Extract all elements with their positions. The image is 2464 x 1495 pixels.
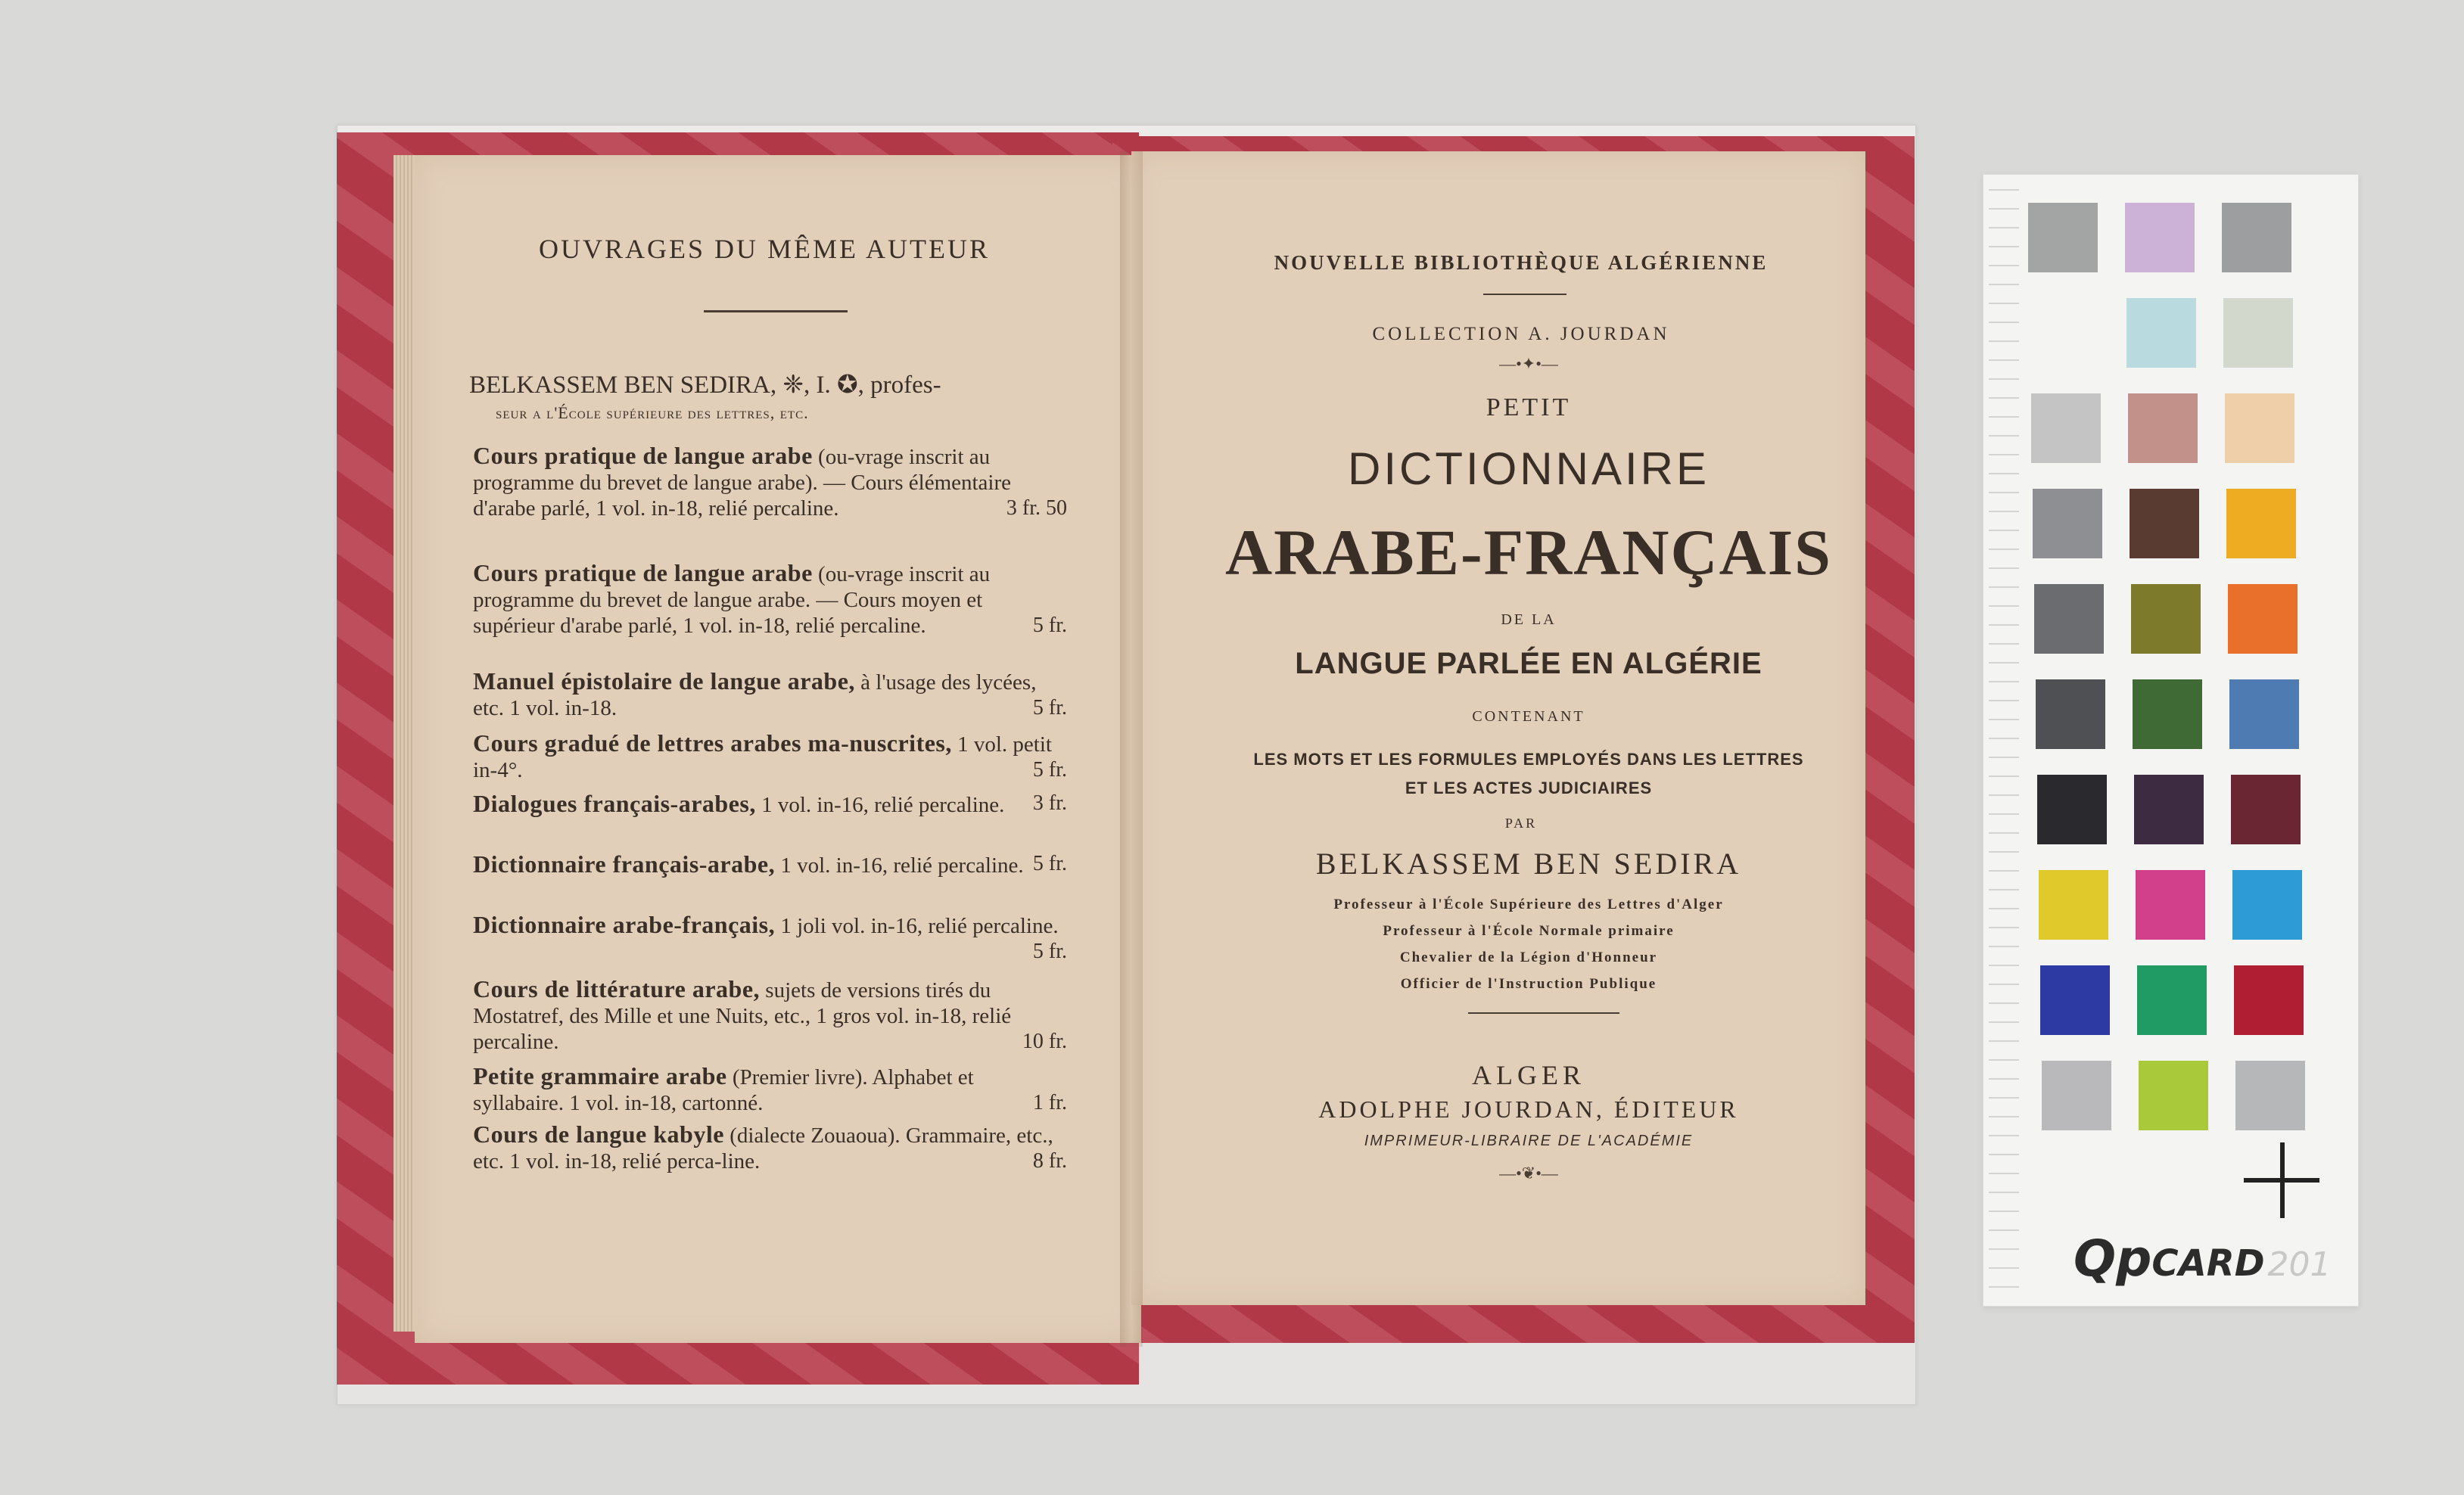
color-swatch	[2235, 1061, 2305, 1130]
work-title: Petite grammaire arabe	[473, 1062, 727, 1089]
work-description: 1 vol. in-16, relié percaline.	[775, 853, 1024, 878]
card-brand	[2074, 1229, 2332, 1288]
color-swatch	[2133, 679, 2202, 749]
color-swatch	[2137, 965, 2207, 1035]
work-entry	[473, 668, 1067, 721]
work-title: Cours de langue kabyle	[473, 1120, 724, 1148]
work-title: Dictionnaire arabe-français,	[473, 911, 776, 938]
author-line: BELKASSEM BEN SEDIRA, ❈, I. ✪, profes-	[469, 371, 941, 399]
work-entry	[473, 791, 1067, 818]
work-title: Cours de littérature arabe,	[473, 975, 761, 1002]
brand-qp: Qp	[2074, 1229, 2152, 1288]
color-swatch	[2231, 775, 2301, 844]
imprint-printer: IMPRIMEUR-LIBRAIRE DE L'ACADÉMIE	[1364, 1133, 1694, 1149]
work-price: 8 fr.	[1032, 1149, 1067, 1173]
work-price: 5 fr.	[1032, 696, 1067, 720]
color-swatch	[2225, 393, 2294, 463]
page-edges	[394, 155, 416, 1332]
work-description: (ou-vrage inscrit au programme du brevet de langue arabe). — Cours élémentaire d'arabe parlé, 1 vol. in-18, relié percaline.	[473, 445, 1012, 521]
work-entry	[473, 1121, 1067, 1174]
left-page-heading: OUVRAGES DU MÊME AUTEUR	[538, 234, 990, 264]
author-title-4: Officier de l'Instruction Publique	[1400, 976, 1657, 992]
book-gutter	[1120, 151, 1143, 1347]
work-title: Manuel épistolaire de langue arabe,	[473, 667, 855, 695]
title-contenant: CONTENANT	[1472, 708, 1585, 725]
color-swatch	[2232, 870, 2302, 940]
color-swatch	[2125, 203, 2195, 272]
color-swatch	[2042, 1061, 2111, 1130]
color-swatch	[2134, 775, 2204, 844]
work-description: 1 vol. in-16, relié percaline.	[755, 793, 1005, 817]
work-entry	[473, 976, 1067, 1055]
color-swatch	[2040, 965, 2110, 1035]
work-price: 3 fr.	[1032, 791, 1067, 815]
author-name: BELKASSEM BEN SEDIRA	[1315, 847, 1742, 881]
color-swatch	[2033, 489, 2102, 558]
title-petit: PETIT	[1486, 393, 1572, 421]
work-title: Cours gradué de lettres arabes ma-nuscrites,	[473, 729, 952, 757]
work-entry	[473, 560, 1067, 639]
work-entry	[473, 443, 1067, 521]
work-price: 5 fr.	[1032, 758, 1067, 782]
color-swatch	[2222, 203, 2291, 272]
ornament-divider: —•✦•—	[1499, 354, 1558, 373]
work-price: 5 fr.	[1032, 852, 1067, 875]
work-description: 1 joli vol. in-16, relié percaline.	[775, 914, 1059, 938]
description-line-2: ET LES ACTES JUDICIAIRES	[1405, 779, 1653, 797]
main-title: ARABE-FRANÇAIS	[1224, 516, 1833, 589]
color-swatch	[2037, 775, 2107, 844]
work-entry	[473, 730, 1067, 783]
work-entry	[473, 851, 1067, 878]
ornament-bottom: —•❦•—	[1499, 1164, 1558, 1183]
color-swatch	[2028, 203, 2098, 272]
author-rule	[1468, 1012, 1619, 1014]
color-swatch	[2136, 870, 2205, 940]
work-description: à l'usage des lycées, etc. 1 vol. in-18.	[473, 670, 1037, 720]
color-swatch	[2228, 584, 2298, 654]
description-line	[1241, 745, 1816, 803]
brand-card: CARD	[2151, 1242, 2265, 1285]
color-swatch	[2031, 393, 2101, 463]
work-description: sujets de versions tirés du Mostatref, des Mille et une Nuits, etc., 1 gros vol. in-18, relié percaline.	[473, 978, 1012, 1054]
author-title-2: Professeur à l'École Normale primaire	[1383, 923, 1675, 939]
work-description: (Premier livre). Alphabet et syllabaire. 1 vol. in-18, cartonné.	[473, 1065, 974, 1115]
imprint-publisher: ADOLPHE JOURDAN, ÉDITEUR	[1318, 1096, 1739, 1123]
card-model: 201	[2267, 1245, 2332, 1284]
work-title: Dialogues français-arabes,	[473, 790, 756, 817]
work-title: Cours pratique de langue arabe	[473, 559, 813, 586]
color-swatch	[2036, 679, 2105, 749]
color-swatch	[2229, 679, 2299, 749]
color-swatch	[2131, 584, 2201, 654]
imprint-city: ALGER	[1472, 1060, 1585, 1090]
color-swatch	[2223, 298, 2293, 368]
work-entry	[473, 912, 1067, 965]
color-swatch	[2039, 870, 2108, 940]
work-entry	[473, 1063, 1067, 1116]
collection-name: COLLECTION A. JOURDAN	[1372, 324, 1670, 344]
title-par: PAR	[1504, 816, 1538, 831]
series-title: NOUVELLE BIBLIOTHÈQUE ALGÉRIENNE	[1274, 251, 1769, 274]
color-swatch	[2130, 489, 2199, 558]
work-title: Dictionnaire français-arabe,	[473, 850, 776, 878]
color-swatch	[2034, 584, 2104, 654]
author-title-3: Chevalier de la Légion d'Honneur	[1399, 950, 1658, 965]
series-rule	[1483, 294, 1566, 295]
color-swatch	[2226, 489, 2296, 558]
heading-rule	[704, 310, 848, 312]
work-price: 5 fr.	[1032, 614, 1067, 637]
work-price: 10 fr.	[1022, 1030, 1067, 1053]
work-description: (dialecte Zouaoua). Grammaire, etc., etc. 1 vol. in-18, relié perca-line.	[473, 1124, 1053, 1173]
author-subline: seur a l'École supérieure des lettres, etc.	[496, 403, 809, 422]
work-price: 3 fr. 50	[1006, 496, 1067, 520]
work-description: 1 vol. petit in-4°.	[473, 732, 1052, 782]
author-title-1: Professeur à l'École Supérieure des Lettres d'Alger	[1333, 897, 1724, 912]
work-description: (ou-vrage inscrit au programme du brevet de langue arabe. — Cours moyen et supérieur d'arabe parlé, 1 vol. in-18, relié percaline.	[473, 562, 991, 638]
color-swatch	[2126, 298, 2196, 368]
description-line-1: LES MOTS ET LES FORMULES EMPLOYÉS DANS LES LETTRES	[1253, 750, 1804, 769]
title-dictionnaire: DICTIONNAIRE	[1347, 443, 1710, 494]
subtitle-langue: LANGUE PARLÉE EN ALGÉRIE	[1295, 647, 1762, 680]
title-de-la: DE LA	[1501, 611, 1557, 628]
card-ruler	[1989, 189, 2019, 1294]
work-title: Cours pratique de langue arabe	[473, 442, 813, 469]
color-swatch	[2234, 965, 2304, 1035]
color-swatch	[2139, 1061, 2208, 1130]
work-price: 5 fr.	[1032, 940, 1067, 963]
work-price: 1 fr.	[1032, 1091, 1067, 1114]
color-swatch	[2128, 393, 2198, 463]
crosshair-icon	[2244, 1142, 2319, 1218]
